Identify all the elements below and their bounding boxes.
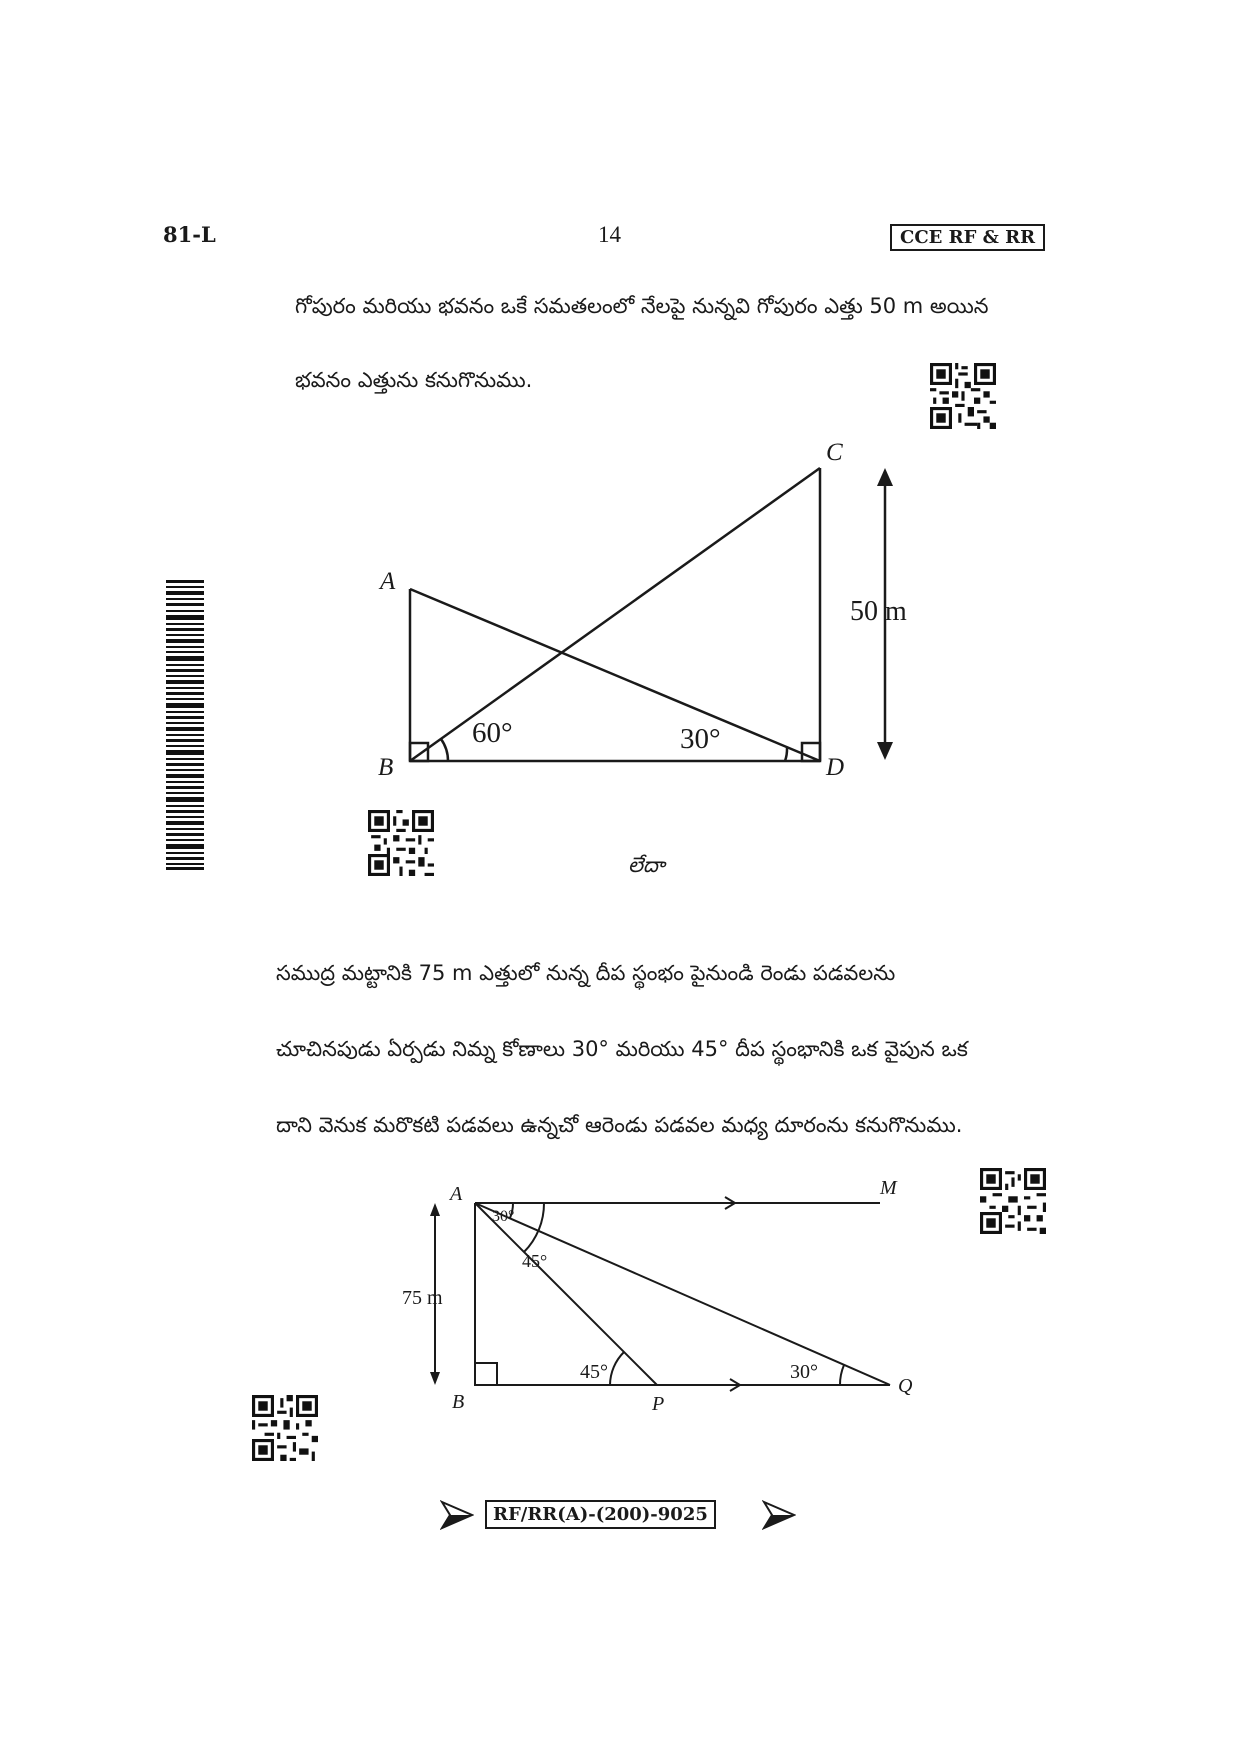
angle-label-60: 60° — [472, 717, 513, 749]
angle-label-A-45: 45° — [522, 1251, 548, 1271]
height-label-75m: 75 m — [402, 1287, 443, 1309]
angle-label-30: 30° — [680, 723, 721, 755]
page-number: 14 — [598, 222, 621, 247]
question2-line1: సముద్ర మట్టానికి 75 m ఎత్తులో నున్న దీప స్థంభం పైనుండి రెండు పడవలను — [276, 961, 896, 985]
question1-line2: భవనం ఎత్తును కనుగొనుము. — [295, 368, 533, 392]
angle-arc-D — [785, 748, 787, 761]
label-Q: Q — [898, 1375, 913, 1397]
lighthouse-boats-figure — [390, 1180, 930, 1430]
height-label-50m: 50 m — [850, 596, 907, 627]
angle-arc-P — [610, 1352, 624, 1385]
label-A: A — [380, 568, 396, 595]
question2-line2: చూచినపుడు ఏర్పడు నిమ్న కోణాలు 30° మరియు 45° దీప స్థంభానికి ఒక వైపున ఒక — [276, 1037, 968, 1061]
label-C: C — [826, 439, 843, 466]
exam-badge: CCE RF & RR — [890, 224, 1045, 251]
barcode-icon — [166, 580, 204, 870]
or-separator: లేదా — [628, 853, 665, 877]
arrow-head-up-icon — [430, 1203, 440, 1216]
pointer-arrow-right-icon — [762, 1500, 796, 1530]
question2-line3: దాని వెనుక మరొకటి పడవలు ఉన్నచో ఆరెండు పడవల మధ్య దూరంను కనుగొనుము. — [276, 1113, 963, 1137]
qr-code-icon — [980, 1168, 1046, 1234]
label-A: A — [450, 1183, 463, 1205]
angle-label-P-45: 45° — [580, 1361, 608, 1383]
paper-code: 81-L — [163, 222, 216, 247]
angle-label-A-30: 30° — [492, 1208, 515, 1225]
qr-code-icon — [368, 810, 434, 876]
right-angle-B — [475, 1363, 497, 1385]
arrow-head-up-icon — [877, 468, 893, 486]
label-B: B — [378, 754, 394, 781]
qr-code-icon — [252, 1395, 318, 1461]
angle-arc-B — [441, 739, 448, 761]
label-M: M — [880, 1180, 897, 1199]
pointer-arrow-right-icon — [440, 1500, 474, 1530]
angle-arc-A-45 — [524, 1203, 544, 1252]
arrow-head-down-icon — [877, 742, 893, 760]
tower-building-figure — [360, 430, 940, 790]
angle-arc-Q — [840, 1365, 844, 1385]
angle-label-Q-30: 30° — [790, 1361, 818, 1383]
question1-line1: గోపురం మరియు భవనం ఒకే సమతలంలో నేలపై నున్నవి గోపురం ఎత్తు 50 m అయిన — [295, 294, 989, 318]
label-P: P — [652, 1393, 665, 1415]
qr-code-icon — [930, 363, 996, 429]
label-D: D — [826, 754, 845, 781]
footer-code: RF/RR(A)-(200)-9025 — [485, 1500, 716, 1529]
arrow-head-down-icon — [430, 1372, 440, 1385]
line-AP — [475, 1203, 657, 1385]
label-B: B — [452, 1391, 465, 1413]
line-AQ — [475, 1203, 890, 1385]
